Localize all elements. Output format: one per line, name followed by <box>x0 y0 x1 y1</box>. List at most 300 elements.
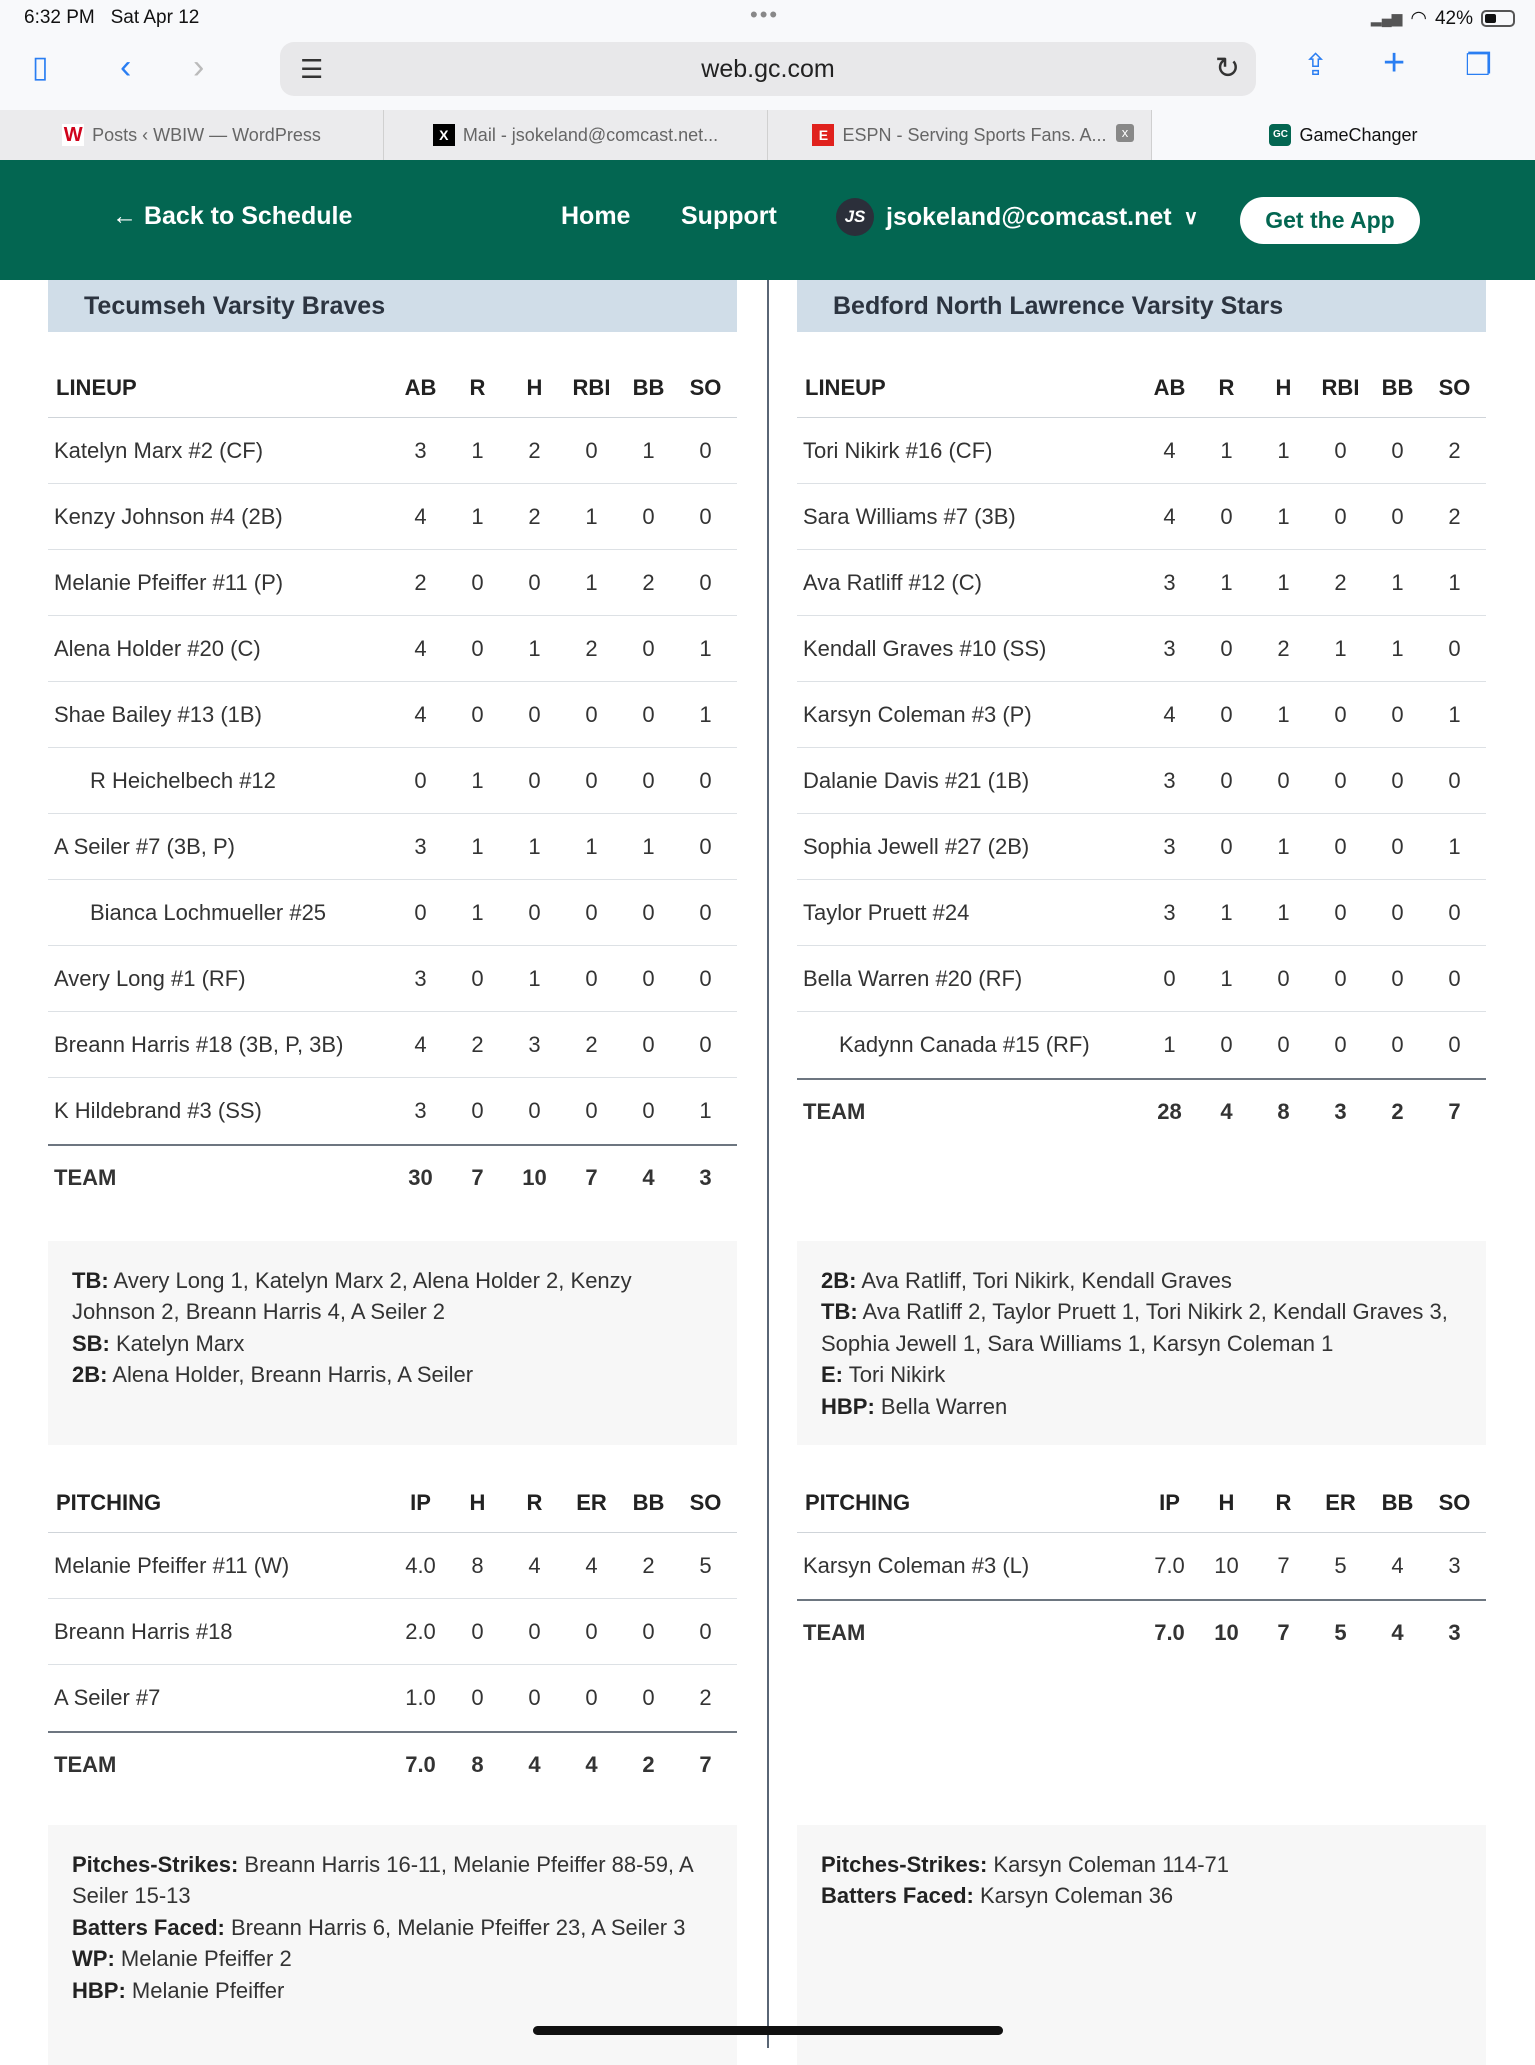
wifi-icon: ◠ <box>1410 8 1427 29</box>
stat-cell: 0 <box>1448 965 1461 991</box>
note-line <box>821 1265 1462 1296</box>
stat-cell: 0 <box>1391 965 1404 991</box>
player-name[interactable]: Kendall Graves #10 (SS) <box>803 635 1047 661</box>
lineup-player-row <box>48 682 737 748</box>
player-name[interactable]: Bianca Lochmueller #25 <box>90 899 327 925</box>
player-name[interactable]: Breann Harris #18 <box>54 1618 233 1644</box>
column-header: PITCHING <box>56 1489 162 1515</box>
stat-cell: 0 <box>1220 701 1233 727</box>
favicon-icon: E <box>812 124 834 146</box>
stat-cell: 0 <box>642 1098 655 1123</box>
stat-cell: 3 <box>1163 767 1176 793</box>
stat-cell: 5 <box>699 1552 712 1578</box>
column-header[interactable]: BB <box>1381 1489 1414 1515</box>
back-icon[interactable]: ‹ <box>120 48 132 86</box>
note-line <box>821 1849 1462 1880</box>
stat-cell: 1 <box>699 1098 712 1123</box>
reload-icon[interactable]: ↻ <box>1214 52 1240 85</box>
column-header[interactable]: BB <box>632 374 665 400</box>
lineup-player-row <box>797 550 1486 616</box>
player-name[interactable]: Karsyn Coleman #3 (P) <box>803 701 1032 727</box>
sidebar-icon[interactable]: ▯ <box>32 51 49 84</box>
stat-cell: 2 <box>528 437 541 463</box>
lineup-player-row <box>797 616 1486 682</box>
note-line <box>72 1328 713 1359</box>
note-text: Ava Ratliff, Tori Nikirk, Kendall Graves <box>856 1268 1232 1293</box>
note-text: Karsyn Coleman 36 <box>973 1883 1174 1909</box>
player-name[interactable]: Melanie Pfeiffer #11 (W) <box>54 1552 290 1578</box>
browser-tab[interactable] <box>384 110 768 160</box>
column-header[interactable]: H <box>1218 1489 1235 1515</box>
note-text: Breann Harris 16-11, Melanie Pfeiffer 88-59, A Seiler 15-13 <box>72 1852 693 1909</box>
stat-cell: 4 <box>414 1031 427 1057</box>
lineup-player-row <box>48 814 737 880</box>
stat-cell: 1 <box>585 569 598 595</box>
lineup-player-row <box>48 1012 737 1078</box>
player-name[interactable]: Tori Nikirk #16 (CF) <box>803 437 993 463</box>
lineup-player-row <box>48 484 737 550</box>
stat-cell: 3 <box>414 833 427 859</box>
stat-cell: 0 <box>471 965 484 991</box>
stat-cell: 0 <box>585 965 598 991</box>
column-header[interactable]: RBI <box>572 374 611 400</box>
stat-cell: 3 <box>1334 1099 1347 1124</box>
stat-cell: 7 <box>1277 1553 1290 1578</box>
browser-tab[interactable] <box>0 110 384 160</box>
player-name[interactable]: Bella Warren #20 (RF) <box>803 965 1023 991</box>
player-name[interactable]: Kadynn Canada #15 (RF) <box>839 1032 1090 1057</box>
stat-cell: 0 <box>471 635 484 661</box>
column-header[interactable]: IP <box>410 1489 431 1515</box>
stat-cell: 2 <box>528 503 541 529</box>
stat-cell: 28 <box>1157 1099 1182 1124</box>
stat-cell: 0 <box>585 1098 598 1123</box>
stat-cell: 0 <box>1277 767 1290 793</box>
stat-cell: 4.0 <box>405 1552 436 1578</box>
site-nav <box>0 160 1535 280</box>
address-bar[interactable] <box>280 42 1256 96</box>
stat-cell: 0 <box>528 1098 541 1123</box>
stat-cell: 1 <box>471 437 484 463</box>
stat-cell: 0 <box>699 899 712 925</box>
stat-cell: 2 <box>585 635 598 661</box>
player-name[interactable]: Taylor Pruett #24 <box>803 899 970 925</box>
stat-cell: 1 <box>471 899 484 925</box>
stat-cell: 0 <box>642 1031 655 1057</box>
stat-cell: 1 <box>1220 965 1233 991</box>
stat-cell: 3 <box>699 1165 712 1190</box>
stat-cell: 0 <box>414 899 427 925</box>
stat-cell: 0 <box>1334 965 1347 991</box>
user-email: jsokeland@comcast.net <box>886 202 1172 231</box>
user-menu[interactable] <box>836 198 1198 236</box>
stat-cell: 0 <box>471 1685 484 1710</box>
note-label: HBP: <box>72 1977 126 2003</box>
lineup-player-row <box>797 748 1486 814</box>
column-header[interactable]: AB <box>404 374 437 400</box>
stat-cell: 0 <box>528 1618 541 1644</box>
stat-cell: 4 <box>528 1552 541 1578</box>
home-team-box-score <box>48 280 737 2003</box>
lineup-team-total-row <box>48 1144 737 1210</box>
note-label: 2B: <box>72 1362 108 1388</box>
note-line <box>72 1359 713 1390</box>
stat-cell: 1 <box>1220 899 1233 925</box>
note-label: HBP: <box>821 1393 875 1419</box>
stat-cell: 2 <box>1391 1099 1404 1124</box>
stat-cell: 7.0 <box>1154 1620 1185 1645</box>
stat-cell: 1 <box>1163 1032 1176 1057</box>
stat-cell: 0 <box>1220 833 1233 859</box>
url-text[interactable]: web.gc.com <box>701 55 835 83</box>
stat-cell: 1 <box>585 833 598 859</box>
browser-toolbar <box>0 40 1535 110</box>
lineup-player-row <box>797 946 1486 1012</box>
battery-icon <box>1481 10 1515 27</box>
stat-cell: 1 <box>471 833 484 859</box>
stat-cell: 0 <box>1448 1032 1461 1057</box>
column-header[interactable]: BB <box>1381 374 1414 400</box>
player-name[interactable]: Shae Bailey #13 (1B) <box>54 701 262 727</box>
stat-cell: 1 <box>585 503 598 529</box>
note-text: Breann Harris 6, Melanie Pfeiffer 23, A Seiler 3 <box>224 1914 686 1940</box>
column-header[interactable]: R <box>469 374 486 400</box>
column-header[interactable]: SO <box>1438 374 1471 400</box>
team-title: Tecumseh Varsity Braves <box>48 280 737 332</box>
stat-cell: 0 <box>528 1685 541 1710</box>
stat-cell: 1 <box>1220 437 1233 463</box>
stat-cell: 1 <box>1448 569 1461 595</box>
note-text: Tori Nikirk <box>843 1362 946 1388</box>
share-icon[interactable]: ⇪ <box>1303 49 1329 82</box>
lineup-player-row <box>48 1078 737 1144</box>
note-line <box>72 1975 713 2006</box>
lineup-player-row <box>797 682 1486 748</box>
note-line <box>72 1912 713 1943</box>
stat-cell: 0 <box>414 767 427 793</box>
stat-cell: 1 <box>1277 701 1290 727</box>
chevron-down-icon: ∨ <box>1183 206 1199 229</box>
pitching-team-total-row <box>797 1599 1486 1665</box>
home-indicator[interactable] <box>533 2026 1003 2035</box>
player-name[interactable]: Katelyn Marx #2 (CF) <box>54 437 264 463</box>
stat-cell: 0 <box>699 965 712 991</box>
stat-cell: 0 <box>1220 635 1233 661</box>
stat-cell: 2 <box>642 1752 655 1777</box>
stat-cell: 0 <box>528 701 541 727</box>
new-tab-icon[interactable]: + <box>1383 42 1406 84</box>
stat-cell: 2 <box>585 1031 598 1057</box>
note-line <box>821 1296 1462 1359</box>
player-name[interactable]: Avery Long #1 (RF) <box>54 965 246 991</box>
column-header[interactable]: SO <box>689 374 722 400</box>
stat-cell: 0 <box>585 767 598 793</box>
note-line <box>72 1265 713 1328</box>
column-header[interactable]: H <box>526 374 543 400</box>
stat-cell: 0 <box>642 1618 655 1644</box>
stat-cell: 0 <box>699 1618 712 1644</box>
pitching-table <box>48 1473 737 1797</box>
stat-cell: 1 <box>528 965 541 991</box>
back-to-schedule-link[interactable]: ← Back to Schedule <box>112 202 353 230</box>
tabs-overview-icon[interactable]: ❐ <box>1465 49 1492 82</box>
lineup-player-row <box>48 946 737 1012</box>
stat-cell: 8 <box>471 1552 484 1578</box>
stat-cell: 0 <box>1220 767 1233 793</box>
stat-cell: 0 <box>1391 503 1404 529</box>
stat-cell: 0 <box>1334 833 1347 859</box>
stat-cell: 0 <box>1391 1032 1404 1057</box>
stat-cell: 0 <box>642 503 655 529</box>
browser-tab[interactable] <box>768 110 1152 160</box>
lineup-player-row <box>48 550 737 616</box>
stat-cell: 10 <box>1214 1553 1239 1578</box>
column-header: LINEUP <box>805 374 886 400</box>
player-name[interactable]: Alena Holder #20 (C) <box>54 635 261 661</box>
stat-cell: 0 <box>585 437 598 463</box>
column-header: PITCHING <box>805 1489 911 1515</box>
player-name[interactable]: Melanie Pfeiffer #11 (P) <box>54 569 284 595</box>
stat-cell: 10 <box>522 1165 547 1190</box>
stat-cell: 4 <box>585 1752 598 1777</box>
pitching-player-row <box>797 1533 1486 1599</box>
stat-cell: 7 <box>1448 1099 1461 1124</box>
note-line <box>72 1849 713 1912</box>
stat-cell: 2 <box>642 569 655 595</box>
stat-cell: 1 <box>528 833 541 859</box>
stat-cell: 3 <box>414 1098 427 1123</box>
forward-icon[interactable]: › <box>193 48 205 86</box>
stat-cell: 3 <box>1163 833 1176 859</box>
away-team-box-score <box>797 280 1486 1909</box>
column-header[interactable]: IP <box>1159 1489 1180 1515</box>
nav-support[interactable]: Support <box>681 202 777 230</box>
stat-cell: 0 <box>528 569 541 595</box>
column-header[interactable]: RBI <box>1321 374 1360 400</box>
nav-home[interactable]: Home <box>561 202 631 230</box>
column-header[interactable]: BB <box>632 1489 665 1515</box>
team-label: TEAM <box>54 1165 117 1190</box>
note-text: Ava Ratliff 2, Taylor Pruett 1, Tori Nikirk 2, Kendall Graves 3, Sophia Jewell 1, Sara Williams 1, Karsyn Coleman 1 <box>821 1299 1448 1356</box>
note-label: E: <box>821 1362 843 1388</box>
stat-cell: 0 <box>699 833 712 859</box>
stat-cell: 2 <box>699 1685 712 1710</box>
stat-cell: 0 <box>471 1098 484 1123</box>
close-tab-icon[interactable]: x <box>1116 124 1134 142</box>
stat-cell: 0 <box>642 1685 655 1710</box>
stat-cell: 2 <box>471 1031 484 1057</box>
stat-cell: 4 <box>1391 1620 1404 1645</box>
stat-cell: 3 <box>1163 635 1176 661</box>
stat-cell: 1 <box>471 503 484 529</box>
player-name[interactable]: Sophia Jewell #27 (2B) <box>803 833 1030 859</box>
stat-cell: 0 <box>699 1031 712 1057</box>
stat-cell: 0 <box>1163 965 1176 991</box>
column-header[interactable]: AB <box>1153 374 1186 400</box>
column-header[interactable]: R <box>1218 374 1235 400</box>
player-name[interactable]: R Heichelbech #12 <box>90 767 276 793</box>
column-header[interactable]: H <box>1275 374 1292 400</box>
stat-cell: 0 <box>1391 767 1404 793</box>
stat-cell: 4 <box>1163 503 1176 529</box>
reader-icon[interactable]: ☰ <box>300 54 324 84</box>
player-name[interactable]: A Seiler #7 <box>54 1685 161 1710</box>
team-label: TEAM <box>803 1620 866 1645</box>
note-text: Melanie Pfeiffer 2 <box>114 1946 292 1972</box>
pitching-header-row <box>797 1473 1486 1533</box>
multitask-dots-icon[interactable]: ••• <box>750 2 780 27</box>
stat-cell: 5 <box>1334 1553 1347 1578</box>
favicon-icon: GC <box>1269 124 1291 146</box>
stat-cell: 0 <box>1391 701 1404 727</box>
column-header[interactable]: R <box>1275 1489 1292 1515</box>
stat-cell: 10 <box>1214 1620 1239 1645</box>
stat-cell: 1 <box>1448 833 1461 859</box>
stat-cell: 2 <box>1448 503 1461 529</box>
pitching-player-row <box>48 1665 737 1731</box>
stat-cell: 1 <box>1277 569 1290 595</box>
note-label: Pitches-Strikes: <box>821 1852 988 1877</box>
player-name[interactable]: A Seiler #7 (3B, P) <box>54 833 235 859</box>
note-label: Batters Faced: <box>72 1914 225 1940</box>
stat-cell: 8 <box>471 1752 484 1777</box>
tab-label: Mail - jsokeland@comcast.net... <box>462 124 719 145</box>
stat-cell: 1 <box>642 437 655 463</box>
stat-cell: 0 <box>528 899 541 925</box>
stat-cell: 1 <box>1277 503 1290 529</box>
tab-bar <box>0 110 1535 160</box>
team-label: TEAM <box>54 1752 117 1777</box>
stat-cell: 0 <box>642 701 655 727</box>
status-time: 6:32 PM Sat Apr 12 <box>24 7 200 28</box>
arrow-left-icon: ← <box>112 202 137 230</box>
stat-cell: 7.0 <box>405 1752 436 1777</box>
stat-cell: 1 <box>471 767 484 793</box>
stat-cell: 0 <box>1448 767 1461 793</box>
lineup-player-row <box>48 418 737 484</box>
team-label: TEAM <box>803 1099 866 1124</box>
stat-cell: 30 <box>408 1165 433 1190</box>
column-header[interactable]: ER <box>1325 1489 1356 1515</box>
stat-cell: 1 <box>1277 437 1290 463</box>
stat-cell: 4 <box>585 1552 598 1578</box>
stat-cell: 8 <box>1277 1099 1290 1124</box>
stat-cell: 1.0 <box>405 1685 436 1710</box>
lineup-player-row <box>48 880 737 946</box>
lineup-header-row <box>48 358 737 418</box>
lineup-player-row <box>797 484 1486 550</box>
note-line <box>821 1391 1462 1422</box>
column-divider <box>767 280 769 2048</box>
stat-cell: 3 <box>1163 899 1176 925</box>
stat-cell: 0 <box>1334 767 1347 793</box>
stat-cell: 0 <box>1334 701 1347 727</box>
stat-cell: 1 <box>1448 701 1461 727</box>
note-text: Karsyn Coleman 114-71 <box>987 1852 1230 1877</box>
stat-cell: 1 <box>642 833 655 859</box>
stat-cell: 0 <box>1277 1032 1290 1057</box>
stat-cell: 0 <box>1334 437 1347 463</box>
stat-cell: 0 <box>699 437 712 463</box>
note-line <box>821 1359 1462 1390</box>
note-label: TB: <box>72 1268 109 1293</box>
favicon-icon: X <box>433 124 455 146</box>
stat-cell: 7.0 <box>1154 1553 1185 1578</box>
stat-cell: 1 <box>699 701 712 727</box>
stat-cell: 0 <box>699 503 712 529</box>
stat-cell: 1 <box>1334 635 1347 661</box>
column-header[interactable]: ER <box>576 1489 607 1515</box>
lineup-team-total-row <box>797 1078 1486 1144</box>
player-name[interactable]: Karsyn Coleman #3 (L) <box>803 1553 1030 1578</box>
column-header[interactable]: H <box>469 1489 486 1515</box>
stat-cell: 0 <box>1220 503 1233 529</box>
stat-cell: 0 <box>528 767 541 793</box>
stat-cell: 0 <box>642 899 655 925</box>
favicon-icon: W <box>63 124 83 146</box>
stat-cell: 1 <box>528 635 541 661</box>
stat-cell: 3 <box>414 965 427 991</box>
stat-cell: 4 <box>1163 701 1176 727</box>
stat-cell: 0 <box>1391 899 1404 925</box>
stat-cell: 0 <box>699 767 712 793</box>
stat-cell: 0 <box>585 1685 598 1710</box>
player-name[interactable]: Sara Williams #7 (3B) <box>803 503 1016 529</box>
note-label: 2B: <box>821 1268 857 1293</box>
stat-cell: 4 <box>1391 1553 1404 1578</box>
note-label: Pitches-Strikes: <box>72 1852 239 1877</box>
status-bar <box>0 0 1535 40</box>
note-label: TB: <box>821 1299 858 1325</box>
stat-cell: 0 <box>642 635 655 661</box>
stat-cell: 1 <box>1391 569 1404 595</box>
stat-cell: 0 <box>1334 899 1347 925</box>
tab-label: ESPN - Serving Sports Fans. A... <box>842 124 1107 145</box>
stat-cell: 3 <box>1448 1620 1461 1645</box>
column-header: LINEUP <box>56 374 137 400</box>
stat-cell: 0 <box>1448 635 1461 661</box>
column-header[interactable]: R <box>526 1489 543 1515</box>
player-name[interactable]: K Hildebrand #3 (SS) <box>54 1098 262 1123</box>
note-text: Alena Holder, Breann Harris, A Seiler <box>107 1362 474 1388</box>
player-name[interactable]: Kenzy Johnson #4 (2B) <box>54 503 283 529</box>
stat-cell: 7 <box>1277 1620 1290 1645</box>
stat-cell: 2 <box>1277 635 1290 661</box>
stat-cell: 0 <box>1391 437 1404 463</box>
note-line <box>72 1943 713 1974</box>
lineup-table <box>797 358 1486 1144</box>
pitching-team-total-row <box>48 1731 737 1797</box>
column-header[interactable]: SO <box>689 1489 722 1515</box>
stat-cell: 0 <box>1334 503 1347 529</box>
column-header[interactable]: SO <box>1438 1489 1471 1515</box>
player-name[interactable]: Breann Harris #18 (3B, P, 3B) <box>54 1031 344 1057</box>
get-the-app-button[interactable]: Get the App <box>1240 197 1420 244</box>
batting-notes <box>797 1241 1486 1445</box>
player-name[interactable]: Dalanie Davis #21 (1B) <box>803 767 1030 793</box>
stat-cell: 5 <box>1334 1620 1347 1645</box>
stat-cell: 3 <box>1448 1553 1461 1578</box>
pitching-header-row <box>48 1473 737 1533</box>
stat-cell: 2 <box>414 569 427 595</box>
lineup-player-row <box>48 616 737 682</box>
stat-cell: 0 <box>1448 899 1461 925</box>
stat-cell: 2 <box>1448 437 1461 463</box>
browser-tab[interactable] <box>1121 110 1535 160</box>
player-name[interactable]: Ava Ratliff #12 (C) <box>803 569 982 595</box>
stat-cell: 0 <box>585 899 598 925</box>
team-title: Bedford North Lawrence Varsity Stars <box>797 280 1486 332</box>
